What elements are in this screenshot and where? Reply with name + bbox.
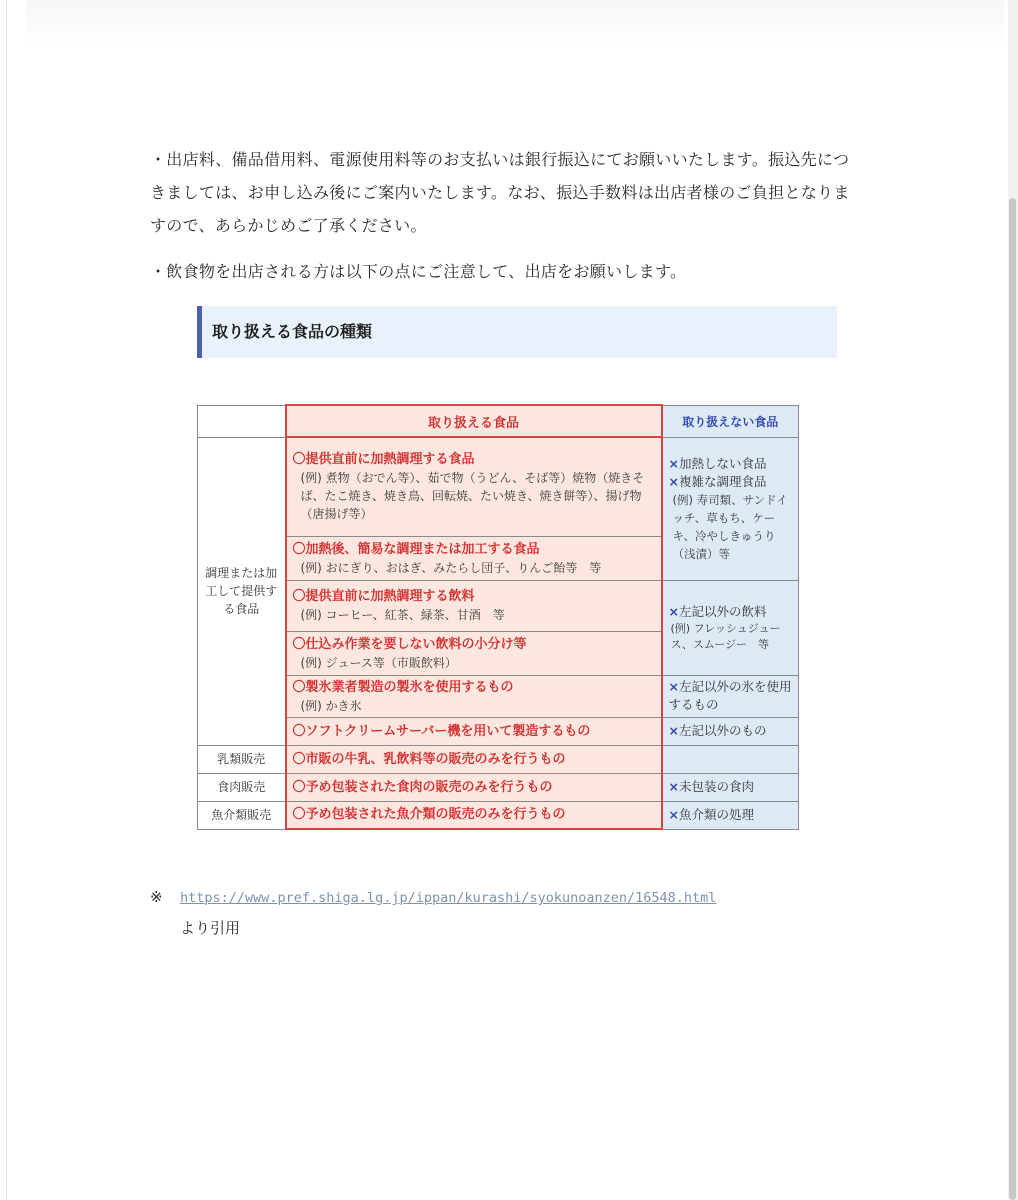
allowed-row-4 (286, 631, 662, 675)
not-allowed-line (669, 722, 793, 740)
reference-mark: ※ (150, 888, 163, 906)
not-allowed-text: 加熱しない食品 (678, 455, 767, 471)
citation-note (150, 882, 870, 943)
allowed-row-3 (286, 580, 662, 631)
not-allowed-line (669, 603, 793, 621)
not-allowed-cell-7 (662, 801, 799, 829)
not-allowed-cell-5 (662, 745, 799, 773)
allowed-row-7 (286, 745, 662, 773)
category-cooked: 調理または加工して提供する食品 (198, 437, 286, 745)
header-allowed: 取り扱える食品 (286, 405, 662, 437)
not-allowed-line (669, 778, 793, 796)
allowed-example: (例) コーヒー、紅茶、緑茶、甘酒 等 (300, 608, 505, 622)
x-mark: × (668, 807, 679, 822)
not-allowed-text: 左記以外のもの (678, 723, 767, 738)
x-mark: × (668, 779, 679, 794)
allowed-row-2 (286, 536, 662, 580)
not-allowed-line (669, 473, 793, 491)
allowed-row-5 (286, 675, 662, 717)
not-allowed-example: (例) 寿司類、サンドイッチ、草もち、ケーキ、冷やしきゅうり（浅漬）等 (672, 492, 788, 561)
table-corner-cell (198, 405, 286, 437)
figure-heading: 取り扱える食品の種類 (197, 306, 837, 358)
x-mark: × (668, 723, 679, 738)
allowed-title: 〇予め包装された魚介類の販売のみを行うもの (292, 807, 566, 823)
scrollbar-thumb[interactable] (1009, 198, 1016, 1200)
allowed-row-9 (286, 801, 662, 829)
not-allowed-cell-1 (662, 437, 799, 580)
category-meat: 食肉販売 (198, 773, 286, 801)
not-allowed-text: 左記以外の飲料 (678, 603, 767, 619)
scrollbar[interactable] (1008, 0, 1018, 1200)
allowed-title: 〇ソフトクリームサーバー機を用いて製造するもの (292, 723, 591, 739)
category-dairy: 乳類販売 (198, 745, 286, 773)
not-allowed-cell-2 (662, 580, 799, 675)
allowed-title: 〇提供直前に加熱調理する飲料 (292, 589, 475, 604)
not-allowed-text: 魚介類の処理 (678, 807, 754, 822)
allowed-example: (例) 煮物（おでん等）、茹で物（うどん、そば等）焼物（焼きそば、たこ焼き、焼き鳥、回転焼、たい焼き、焼き餅等）、揚げ物（唐揚げ等） (300, 471, 645, 522)
category-seafood: 魚介類販売 (198, 801, 286, 829)
allowed-title: 〇予め包装された食肉の販売のみを行うもの (292, 779, 553, 795)
payment-paragraph: ・出店料、備品借用料、電源使用料等のお支払いは銀行振込にてお願いいたします。振込先につきましては、お申し込み後にご案内いたします。なお、振込手数料は出店者様のご負担となりますので、あらかじめご了承ください。 (150, 150, 850, 235)
source-link[interactable]: https://www.pref.shiga.lg.jp/ippan/kurashi/syokunoanzen/16548.html (180, 890, 717, 906)
allowed-row-6 (286, 717, 662, 745)
allowed-title: 〇仕込み作業を要しない飲料の小分け等 (292, 636, 527, 652)
x-mark: × (668, 473, 679, 489)
allowed-example: (例) おにぎり、おはぎ、みたらし団子、りんご飴等 等 (300, 560, 602, 575)
header-not-allowed: 取り扱えない食品 (662, 405, 799, 437)
not-allowed-line (669, 806, 793, 824)
allowed-example: (例) かき氷 (300, 698, 362, 713)
x-mark: × (668, 679, 679, 694)
allowed-title: 〇市販の牛乳、乳飲料等の販売のみを行うもの (292, 751, 566, 767)
not-allowed-line (669, 678, 793, 714)
citation-text: より引用 (180, 919, 241, 937)
x-mark: × (668, 603, 679, 619)
allowed-title: 〇提供直前に加熱調理する食品 (292, 452, 475, 468)
x-mark: × (668, 455, 679, 471)
not-allowed-text: 複雑な調理食品 (678, 473, 767, 489)
not-allowed-cell-6 (662, 773, 799, 801)
food-notice-paragraph: ・飲食物を出店される方は以下の点にご注意して、出店をお願いします。 (150, 262, 687, 281)
not-allowed-text: 未包装の食肉 (678, 779, 754, 794)
not-allowed-cell-4 (662, 717, 799, 745)
food-types-table (197, 404, 799, 830)
allowed-title: 〇加熱後、簡易な調理または加工する食品 (292, 541, 540, 557)
allowed-row-8 (286, 773, 662, 801)
not-allowed-example: (例) フレッシュジュース、スムージー 等 (670, 621, 781, 651)
citation-line (150, 882, 870, 913)
not-allowed-line (669, 455, 793, 473)
allowed-example: (例) ジュース等（市販飲料） (300, 655, 457, 670)
not-allowed-text: 左記以外の氷を使用するもの (668, 679, 792, 712)
top-shadow (26, 0, 1004, 48)
not-allowed-cell-3 (662, 675, 799, 717)
allowed-title: 〇製氷業者製造の製氷を使用するもの (292, 679, 514, 695)
allowed-row-1 (286, 437, 662, 536)
